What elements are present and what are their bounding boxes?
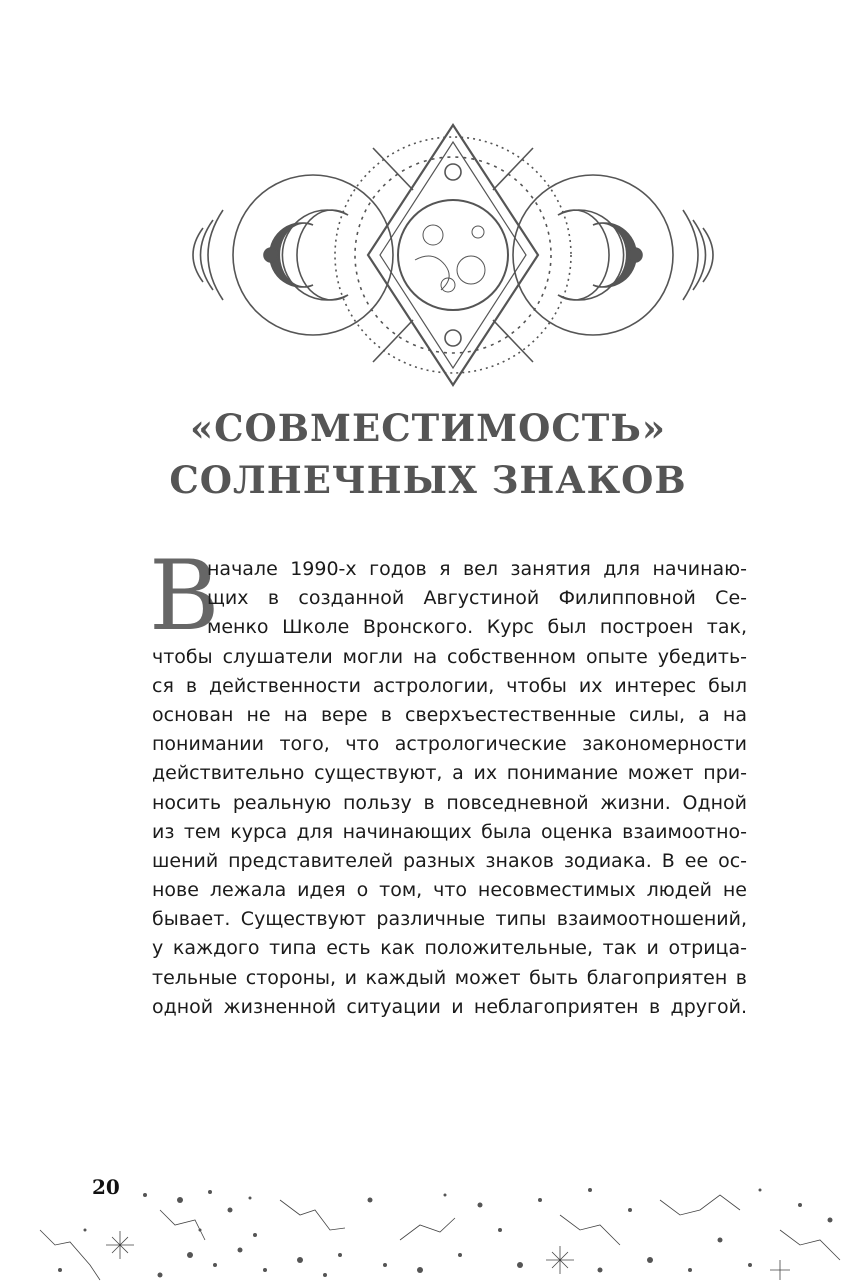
page-number: 20 <box>92 1175 120 1199</box>
text-line: одной жизненной ситуации и неблагоприятен в другой. <box>152 995 747 1018</box>
text-line: начале 1990-х годов я вел занятия для начинаю- <box>207 558 747 580</box>
text-line: чтобы слушатели могли на собственном опыте убедить- <box>152 645 747 668</box>
moon-phases-emblem <box>183 120 723 395</box>
text-line: понимании того, что астрологические закономерности <box>152 733 747 756</box>
text-line: действительно существуют, а их понимание может при- <box>152 762 747 785</box>
body-paragraph <box>152 555 747 1022</box>
text-line: нове лежала идея о том, что несовместимых людей не <box>152 879 747 902</box>
text-line: из тем курса для начинающих была оценка взаимоотно- <box>152 820 747 843</box>
drop-cap: В <box>149 540 220 652</box>
text-line: бывает. Существуют различные типы взаимоотношений, <box>152 908 747 931</box>
text-line: носить реальную пользу в повседневной жизни. Одной <box>152 791 747 814</box>
text-line: основан не на вере в сверхъестественные силы, а на <box>152 703 747 726</box>
chapter-title-line-1: «СОВМЕСТИМОСТЬ» <box>189 406 666 450</box>
text-line: у каждого типа есть как положительные, так и отрица- <box>152 937 747 960</box>
text-line: тельные стороны, и каждый может быть благоприятен в <box>152 966 747 989</box>
chapter-title-line-2: СОЛНЕЧНЫХ ЗНАКОВ <box>169 458 687 502</box>
chapter-title <box>100 402 756 506</box>
text-line: менко Школе Вронского. Курс был построен так, <box>207 616 747 639</box>
constellation-stars-decoration <box>0 1170 856 1287</box>
text-line: щих в созданной Августиной Филипповной Се- <box>207 587 747 610</box>
text-line: шений представителей разных знаков зодиака. В ее ос- <box>152 849 747 872</box>
text-line: ся в действенности астрологии, чтобы их интерес был <box>152 674 747 697</box>
